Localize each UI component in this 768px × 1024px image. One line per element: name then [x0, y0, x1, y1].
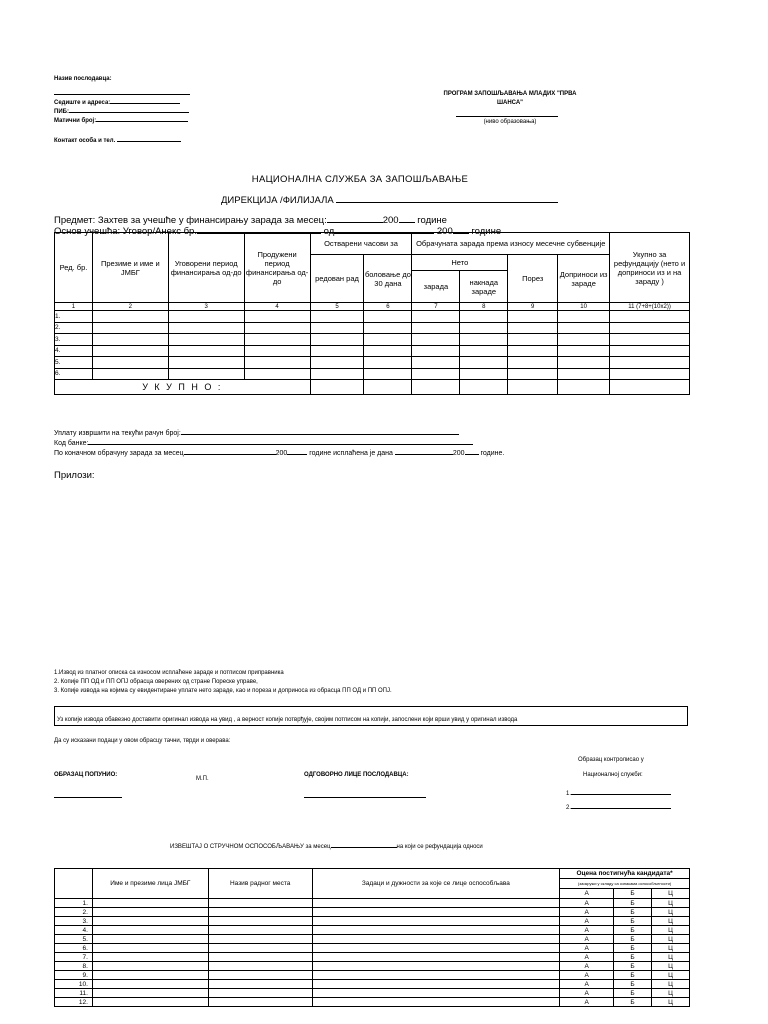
grade-option[interactable]: Б — [614, 962, 652, 971]
total-cell[interactable] — [460, 380, 508, 395]
table-cell[interactable] — [92, 334, 168, 346]
grade-option[interactable]: Ц — [652, 980, 690, 989]
grade-option[interactable]: Ц — [652, 944, 690, 953]
report-cell[interactable] — [312, 980, 560, 989]
num-cell: 9 — [508, 303, 558, 311]
col-calc-header: Обрачуната зарада према износу месечне субвенције — [412, 233, 610, 255]
pib-line[interactable] — [69, 112, 189, 113]
grade-option[interactable]: А — [560, 980, 614, 989]
report-cell[interactable] — [208, 998, 312, 1007]
contact-line[interactable] — [117, 141, 181, 142]
employer-name-label: Назив послодавца: — [54, 76, 112, 82]
report-row-number: 2. — [55, 908, 93, 917]
service-title: НАЦИОНАЛНА СЛУЖБА ЗА ЗАПОШЉАВАЊЕ — [251, 174, 469, 185]
report-row — [55, 935, 690, 944]
grade-header: Б — [614, 889, 652, 899]
table-cell[interactable] — [310, 322, 364, 334]
table-cell[interactable] — [244, 345, 310, 357]
total-cell[interactable] — [610, 380, 690, 395]
table-cell[interactable] — [364, 345, 412, 357]
table-cell[interactable] — [508, 334, 558, 346]
filled-by-label: ОБРАЗАЦ ПОПУНИО: — [54, 772, 118, 778]
table-cell[interactable] — [168, 357, 244, 369]
controlled-line1: Образац контролисао у — [578, 757, 644, 763]
num-cell: 7 — [412, 303, 460, 311]
controller-sig-1: 1. — [566, 791, 671, 797]
table-cell[interactable] — [460, 368, 508, 380]
pib-label: ПИБ: — [54, 109, 189, 115]
report-cell[interactable] — [312, 944, 560, 953]
table-cell[interactable] — [412, 368, 460, 380]
num-cell: 1 — [55, 303, 93, 311]
report-row — [55, 917, 690, 926]
table-cell[interactable] — [508, 357, 558, 369]
grade-option[interactable]: Ц — [652, 935, 690, 944]
table-cell[interactable] — [508, 322, 558, 334]
grade-option[interactable]: Б — [614, 899, 652, 908]
col-tax-header: Порез — [508, 255, 558, 303]
table-cell[interactable] — [610, 334, 690, 346]
paid-date-field[interactable] — [395, 454, 453, 455]
table-cell[interactable] — [460, 357, 508, 369]
report-cell[interactable] — [208, 989, 312, 998]
grade-option[interactable]: А — [560, 935, 614, 944]
report-position-header: Назив радног места — [208, 869, 312, 899]
total-cell[interactable] — [364, 380, 412, 395]
col-name-header: Презиме и име и ЈМБГ — [92, 233, 168, 303]
report-cell[interactable] — [92, 917, 208, 926]
col-hours-header: Остварени часови за — [310, 233, 412, 255]
report-row — [55, 908, 690, 917]
report-row-number: 5. — [55, 935, 93, 944]
table-cell[interactable] — [412, 334, 460, 346]
table-cell[interactable] — [92, 368, 168, 380]
attachment-item-1: 1.Извод из платног описка са износом исплаћене зараде и потписом приправника — [54, 670, 284, 676]
total-cell[interactable] — [412, 380, 460, 395]
account-line: Уплату извршити на текући рачун број: — [54, 430, 459, 437]
table-cell[interactable] — [310, 311, 364, 323]
grade-option[interactable]: Ц — [652, 971, 690, 980]
table-cell[interactable] — [508, 311, 558, 323]
table-cell[interactable] — [244, 334, 310, 346]
attachment-item-3: 3. Копије извода на којима су евидентиране уплате нето зараде, као и пореза и доприноса из обрасца ПП ОД и ПП ОПЈ. — [54, 688, 392, 694]
report-cell[interactable] — [312, 971, 560, 980]
bank-code-field[interactable] — [88, 444, 473, 445]
num-cell: 11 (7+8+(10х2)) — [610, 303, 690, 311]
table-cell[interactable] — [168, 334, 244, 346]
table-cell[interactable] — [310, 334, 364, 346]
table-cell[interactable] — [310, 357, 364, 369]
total-cell[interactable] — [508, 380, 558, 395]
report-cell[interactable] — [92, 935, 208, 944]
total-cell[interactable] — [558, 380, 610, 395]
table-cell[interactable] — [508, 368, 558, 380]
report-cell[interactable] — [312, 926, 560, 935]
report-row — [55, 953, 690, 962]
grade-option[interactable]: Б — [614, 953, 652, 962]
basis-line: Основ учешћа: Уговор/Анекс бр. од 200 године — [54, 226, 502, 237]
grade-option[interactable]: Ц — [652, 917, 690, 926]
report-rating-note: (заокружи у складу са ознакама оспособљености) — [560, 879, 690, 889]
table-cell[interactable] — [364, 311, 412, 323]
table-cell[interactable] — [558, 311, 610, 323]
report-name-header: Име и презиме лица ЈМБГ — [92, 869, 208, 899]
report-row — [55, 989, 690, 998]
table-cell[interactable] — [460, 345, 508, 357]
report-no-header — [55, 869, 93, 899]
col-contract-header: Уговорени период финансирања од-до — [168, 233, 244, 303]
final-month-field[interactable] — [184, 454, 276, 455]
grade-option[interactable]: Ц — [652, 899, 690, 908]
report-row — [55, 944, 690, 953]
report-cell[interactable] — [92, 962, 208, 971]
report-cell[interactable] — [92, 971, 208, 980]
report-cell[interactable] — [208, 953, 312, 962]
col-net-header: Нето — [412, 255, 508, 271]
table-cell[interactable] — [610, 311, 690, 323]
table-cell[interactable] — [244, 322, 310, 334]
grade-option[interactable]: Ц — [652, 926, 690, 935]
grade-option[interactable]: Б — [614, 971, 652, 980]
responsible-signature-line[interactable] — [304, 797, 426, 798]
row-number: 1. — [55, 311, 93, 323]
report-row-number: 7. — [55, 953, 93, 962]
report-cell[interactable] — [312, 908, 560, 917]
table-cell[interactable] — [412, 311, 460, 323]
grade-option[interactable]: Б — [614, 935, 652, 944]
note-text: Уз копије извода обавезно доставити оригинал извода на увид , а верност копије потврђује, својим потписом на копији, запослени који врши увид у оригинал извода — [57, 717, 518, 723]
table-cell[interactable] — [460, 322, 508, 334]
report-cell[interactable] — [312, 989, 560, 998]
final-calc-line: По коначном обрачуну зарада за месец 200 године исплаћена је дана 200 године. — [54, 450, 505, 457]
employer-name-line[interactable] — [54, 94, 190, 95]
table-cell[interactable] — [412, 322, 460, 334]
report-cell[interactable] — [208, 908, 312, 917]
row-number: 6. — [55, 368, 93, 380]
subject-year-field[interactable] — [399, 222, 415, 223]
row-number: 4. — [55, 345, 93, 357]
grade-option[interactable]: А — [560, 944, 614, 953]
report-cell[interactable] — [92, 980, 208, 989]
table-row — [55, 322, 690, 334]
grade-option[interactable]: А — [560, 971, 614, 980]
table-cell[interactable] — [168, 368, 244, 380]
grade-option[interactable]: Б — [614, 917, 652, 926]
report-cell[interactable] — [208, 935, 312, 944]
report-row-number: 12. — [55, 998, 93, 1007]
report-row-number: 8. — [55, 962, 93, 971]
col-no-header: Ред. бр. — [55, 233, 93, 303]
report-row — [55, 980, 690, 989]
grade-option[interactable]: А — [560, 899, 614, 908]
attachment-item-2: 2. Копије ПП ОД и ПП ОПЈ обрасца оверених од стране Пореске управе, — [54, 679, 258, 685]
num-cell: 4 — [244, 303, 310, 311]
grade-option[interactable]: А — [560, 908, 614, 917]
num-cell: 3 — [168, 303, 244, 311]
table-cell[interactable] — [558, 357, 610, 369]
report-cell[interactable] — [312, 962, 560, 971]
responsible-label: ОДГОВОРНО ЛИЦЕ ПОСЛОДАВЦА: — [304, 772, 409, 778]
subject-month-field[interactable] — [327, 222, 383, 223]
table-cell[interactable] — [168, 322, 244, 334]
report-row-number: 11. — [55, 989, 93, 998]
level-line[interactable] — [456, 116, 558, 117]
report-row-number: 3. — [55, 917, 93, 926]
paid-year-field[interactable] — [465, 454, 479, 455]
num-cell: 8 — [460, 303, 508, 311]
row-number: 5. — [55, 357, 93, 369]
col-contrib-header: Доприноси из зараде — [558, 255, 610, 303]
table-cell[interactable] — [460, 334, 508, 346]
report-cell[interactable] — [92, 944, 208, 953]
report-cell[interactable] — [92, 899, 208, 908]
table-cell[interactable] — [508, 345, 558, 357]
report-row-number: 6. — [55, 944, 93, 953]
num-cell: 2 — [92, 303, 168, 311]
col-extended-header: Продужени период финансирања од- до — [244, 233, 310, 303]
report-cell[interactable] — [92, 953, 208, 962]
table-cell[interactable] — [412, 357, 460, 369]
report-row — [55, 962, 690, 971]
table-row — [55, 357, 690, 369]
table-cell[interactable] — [610, 345, 690, 357]
reg-no-label: Матични број: — [54, 118, 188, 124]
subject-line: Предмет: Захтев за учешће у финансирању зарада за месец: 200 године — [54, 215, 447, 226]
table-cell[interactable] — [168, 311, 244, 323]
table-cell[interactable] — [412, 345, 460, 357]
num-cell: 10 — [558, 303, 610, 311]
program-line1: ПРОГРАМ ЗАПОШЉАВАЊА МЛАДИХ "ПРВА — [443, 91, 577, 97]
grade-option[interactable]: Б — [614, 944, 652, 953]
seat-address-label: Седиште и адреса: — [54, 100, 180, 106]
table-cell[interactable] — [92, 322, 168, 334]
grade-option[interactable]: Б — [614, 989, 652, 998]
report-cell[interactable] — [92, 998, 208, 1007]
table-row — [55, 334, 690, 346]
table-cell[interactable] — [364, 357, 412, 369]
col-wage-header: зарада — [412, 271, 460, 303]
report-cell[interactable] — [312, 917, 560, 926]
table-cell[interactable] — [558, 322, 610, 334]
table-cell[interactable] — [460, 311, 508, 323]
report-row — [55, 899, 690, 908]
program-line2: ШАНСА" — [496, 100, 524, 106]
col-sick-header: боловање до 30 дана — [364, 255, 412, 303]
report-tasks-header: Задаци и дужности за које се лице оспособљава — [312, 869, 560, 899]
contact-label: Контакт особа и тел. — [54, 138, 181, 144]
grade-option[interactable]: Ц — [652, 989, 690, 998]
report-cell[interactable] — [312, 998, 560, 1007]
report-cell[interactable] — [208, 899, 312, 908]
total-cell[interactable] — [310, 380, 364, 395]
table-cell[interactable] — [92, 311, 168, 323]
final-year-field[interactable] — [287, 454, 307, 455]
controlled-line2: Националној служби: — [583, 772, 643, 778]
report-row — [55, 926, 690, 935]
mp-label: М.П. — [196, 776, 209, 782]
table-cell[interactable] — [310, 368, 364, 380]
table-cell[interactable] — [558, 345, 610, 357]
num-cell: 6 — [364, 303, 412, 311]
report-row-number: 1. — [55, 899, 93, 908]
table-cell[interactable] — [244, 368, 310, 380]
table-cell[interactable] — [610, 322, 690, 334]
report-title: ИЗВЕШТАЈ О СТРУЧНОМ ОСПОСОБЉАВАЊУ за месец на који се рефундација односи — [170, 844, 483, 850]
subsidy-table — [54, 232, 690, 395]
report-cell[interactable] — [208, 980, 312, 989]
report-cell[interactable] — [312, 953, 560, 962]
grade-option[interactable]: Б — [614, 980, 652, 989]
grade-option[interactable]: Б — [614, 926, 652, 935]
seat-address-line[interactable] — [110, 103, 180, 104]
row-number: 2. — [55, 322, 93, 334]
table-row — [55, 311, 690, 323]
grade-option[interactable]: Б — [614, 998, 652, 1007]
grade-header: А — [560, 889, 614, 899]
filled-by-signature-line[interactable] — [54, 797, 122, 798]
table-cell[interactable] — [92, 345, 168, 357]
report-cell[interactable] — [208, 917, 312, 926]
table-row — [55, 368, 690, 380]
account-field[interactable] — [181, 434, 459, 435]
training-report-table — [54, 868, 690, 1007]
col-allow-header: накнада зараде — [460, 271, 508, 303]
grade-option[interactable]: А — [560, 989, 614, 998]
controller-sig-2: 2. — [566, 805, 671, 811]
report-cell[interactable] — [92, 926, 208, 935]
table-cell[interactable] — [610, 357, 690, 369]
table-cell[interactable] — [558, 334, 610, 346]
grade-header: Ц — [652, 889, 690, 899]
report-cell[interactable] — [92, 989, 208, 998]
directorate-field[interactable] — [336, 202, 558, 203]
num-cell: 5 — [310, 303, 364, 311]
grade-option[interactable]: А — [560, 917, 614, 926]
confirm-text: Да су исказани подаци у овом обрасцу тачни, тврди и оверава: — [54, 738, 231, 744]
report-cell[interactable] — [208, 944, 312, 953]
grade-option[interactable]: А — [560, 926, 614, 935]
table-row — [55, 345, 690, 357]
table-cell[interactable] — [244, 311, 310, 323]
table-cell[interactable] — [244, 357, 310, 369]
level-label: (ниво образовања) — [483, 119, 537, 125]
grade-option[interactable]: Ц — [652, 998, 690, 1007]
report-cell[interactable] — [92, 908, 208, 917]
report-cell[interactable] — [312, 899, 560, 908]
controller-sig-2-line[interactable] — [571, 808, 671, 809]
reg-no-line[interactable] — [96, 121, 188, 122]
report-cell[interactable] — [208, 962, 312, 971]
table-cell[interactable] — [558, 368, 610, 380]
total-label: У К У П Н О : — [55, 380, 311, 395]
table-cell[interactable] — [310, 345, 364, 357]
attachments-label: Прилози: — [54, 470, 95, 481]
grade-option[interactable]: А — [560, 953, 614, 962]
grade-option[interactable]: Ц — [652, 908, 690, 917]
report-rating-header: Оцена постигнућа кандидата* — [560, 869, 690, 879]
report-cell[interactable] — [208, 926, 312, 935]
grade-option[interactable]: Б — [614, 908, 652, 917]
col-regular-header: редован рад — [310, 255, 364, 303]
report-cell[interactable] — [208, 971, 312, 980]
table-cell[interactable] — [610, 368, 690, 380]
report-row-number: 10. — [55, 980, 93, 989]
grade-option[interactable]: А — [560, 998, 614, 1007]
table-cell[interactable] — [364, 334, 412, 346]
table-cell[interactable] — [92, 357, 168, 369]
col-total-header: Укупно за рефундацију (нето и доприноси из и на зараду ) — [610, 233, 690, 303]
report-month-field[interactable] — [331, 847, 397, 848]
report-row — [55, 971, 690, 980]
bank-code-line: Код банке: — [54, 440, 473, 447]
table-cell[interactable] — [168, 345, 244, 357]
table-cell[interactable] — [364, 322, 412, 334]
note-box — [54, 706, 688, 726]
row-number: 3. — [55, 334, 93, 346]
report-row — [55, 998, 690, 1007]
grade-option[interactable]: Ц — [652, 953, 690, 962]
report-cell[interactable] — [312, 935, 560, 944]
report-row-number: 9. — [55, 971, 93, 980]
report-row-number: 4. — [55, 926, 93, 935]
table-cell[interactable] — [364, 368, 412, 380]
controller-sig-1-line[interactable] — [571, 794, 671, 795]
grade-option[interactable]: А — [560, 962, 614, 971]
grade-option[interactable]: Ц — [652, 962, 690, 971]
directorate-line: ДИРЕКЦИЈА /ФИЛИЈАЛА — [221, 195, 558, 206]
